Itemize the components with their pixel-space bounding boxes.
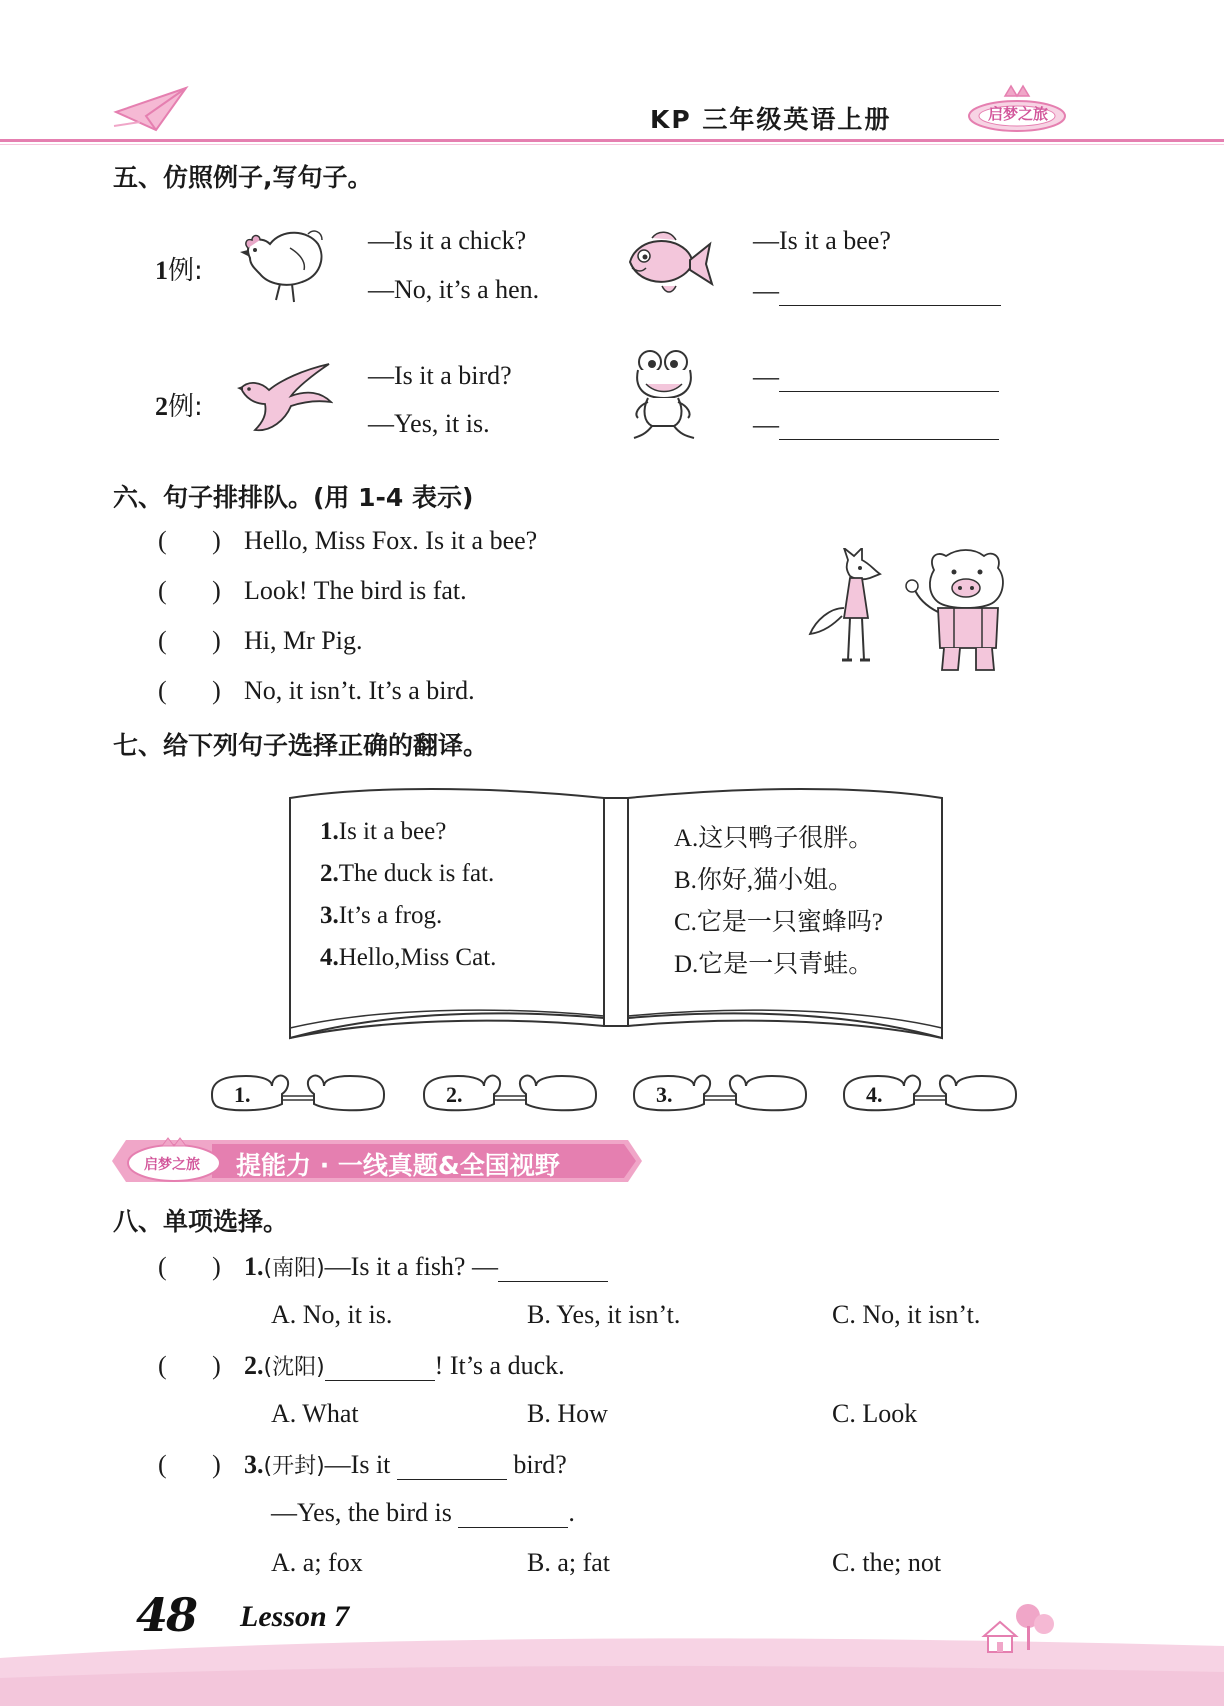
item1-task-answer-blank[interactable] — [779, 275, 1001, 306]
question-3-option-a[interactable]: A. a; fox — [271, 1548, 363, 1577]
question-3-blank-2[interactable] — [458, 1499, 568, 1528]
brand-logo-text: 启梦之旅 — [988, 105, 1049, 123]
section8-title: 八、单项选择。 — [113, 1207, 289, 1236]
mitten-pair-1[interactable] — [206, 1064, 390, 1122]
item2-label — [155, 386, 203, 423]
book-right-item-1: A.这只鸭子很胖。 — [674, 825, 874, 852]
banner-text: 提能力 · 一线真题&全国视野 — [236, 1151, 560, 1180]
book-left-item-3 — [320, 902, 442, 930]
section-banner — [112, 1136, 642, 1186]
pig-icon — [906, 550, 1003, 670]
book-left-text-3: It’s a frog. — [338, 902, 443, 929]
order-row-3 — [158, 626, 362, 656]
order-sentence-2: Look! The bird is fat. — [244, 576, 467, 605]
item2-task-answer-line — [753, 409, 999, 440]
question-2-option-b[interactable]: B. How — [527, 1399, 608, 1428]
mitten-label-1: 1. — [234, 1082, 251, 1107]
mitten-label-2: 2. — [446, 1082, 463, 1107]
item1-number: 1 — [155, 256, 168, 285]
header-rule — [0, 139, 1224, 142]
section5-title: 五、仿照例子,写句子。 — [113, 163, 373, 192]
question-3-stem-before: —Is it — [324, 1450, 391, 1479]
header-title: KP 三年级英语上册 — [650, 105, 892, 134]
question-2-option-a[interactable]: A. What — [271, 1399, 359, 1428]
item2-task-answer-blank[interactable] — [779, 409, 999, 440]
frog-icon — [630, 348, 700, 444]
answer-bracket-2[interactable]: ( ) — [158, 1351, 221, 1380]
question-1-option-c[interactable]: C. No, it isn’t. — [832, 1300, 981, 1329]
question-3-stem-after: bird? — [513, 1450, 567, 1479]
book-left-text-1: Is it a bee? — [338, 818, 447, 845]
question-3 — [158, 1449, 567, 1480]
book-right-item-4: D.它是一只青蛙。 — [674, 951, 874, 978]
book-left-item-4 — [320, 944, 496, 972]
book-left-text-4: Hello,Miss Cat. — [338, 944, 497, 971]
question-1-option-b[interactable]: B. Yes, it isn’t. — [527, 1300, 681, 1329]
item1-example-label: 例: — [168, 256, 203, 286]
question-3-option-c[interactable]: C. the; not — [832, 1548, 942, 1577]
book-right-item-3: C.它是一只蜜蜂吗? — [674, 909, 884, 936]
question-3-blank-1[interactable] — [397, 1451, 507, 1480]
question-2-number: 2. — [244, 1351, 264, 1380]
book-left-num-3: 3. — [320, 902, 339, 929]
mitten-label-3: 3. — [656, 1082, 673, 1107]
item1-task-answer-line — [753, 275, 1001, 306]
question-3-line2-after: . — [568, 1498, 575, 1527]
question-3-source: (开封) — [263, 1454, 325, 1479]
lesson-label: Lesson 7 — [240, 1600, 350, 1633]
question-2-stem: ! It’s a duck. — [434, 1351, 565, 1380]
book-left-item-1 — [320, 818, 446, 846]
section6-title: 六、句子排排队。(用 1-4 表示) — [113, 483, 474, 512]
item1-answer: —No, it’s a hen. — [368, 275, 540, 304]
order-row-2 — [158, 576, 467, 606]
question-1-stem: —Is it a fish? — — [324, 1252, 498, 1281]
fox-icon — [810, 548, 880, 660]
question-3-option-b[interactable]: B. a; fat — [527, 1548, 611, 1577]
item2-task-question-blank[interactable] — [779, 361, 999, 392]
question-1-blank[interactable] — [498, 1253, 608, 1282]
order-sentence-4: No, it isn’t. It’s a bird. — [244, 676, 475, 705]
order-row-1 — [158, 526, 537, 556]
order-sentence-1: Hello, Miss Fox. Is it a bee? — [244, 526, 538, 555]
question-2 — [158, 1350, 565, 1381]
section7-title: 七、给下列句子选择正确的翻译。 — [113, 731, 489, 760]
item2-task-question-line — [753, 361, 999, 392]
question-3-number: 3. — [244, 1450, 264, 1479]
order-bracket-1[interactable]: ( ) — [158, 526, 221, 555]
question-3-line2-before: —Yes, the bird is — [271, 1498, 452, 1527]
item1-label — [155, 250, 203, 287]
question-2-option-c[interactable]: C. Look — [832, 1399, 918, 1428]
question-1-option-a[interactable]: A. No, it is. — [271, 1300, 393, 1329]
order-bracket-3[interactable]: ( ) — [158, 626, 221, 655]
book-left-text-2: The duck is fat. — [338, 860, 495, 887]
hen-icon — [230, 218, 330, 306]
item2-answer: —Yes, it is. — [368, 409, 490, 438]
answer-bracket-1[interactable]: ( ) — [158, 1252, 221, 1281]
question-1-source: (南阳) — [263, 1256, 325, 1281]
page-header — [0, 0, 1224, 145]
book-left-num-1: 1. — [320, 818, 339, 845]
order-bracket-4[interactable]: ( ) — [158, 676, 221, 705]
mitten-pair-2[interactable] — [418, 1064, 602, 1122]
bird-icon — [233, 362, 333, 434]
page-number: 48 — [136, 1588, 197, 1642]
item2-number: 2 — [155, 392, 168, 421]
book-right-item-2: B.你好,猫小姐。 — [674, 867, 854, 894]
header-rule-thin — [0, 144, 1224, 145]
mitten-pair-4[interactable] — [838, 1064, 1022, 1122]
house-tree-icon — [980, 1600, 1060, 1656]
order-bracket-2[interactable]: ( ) — [158, 576, 221, 605]
item2-question: —Is it a bird? — [368, 361, 512, 390]
book-left-num-4: 4. — [320, 944, 339, 971]
fox-and-pig-illustration — [808, 548, 1018, 680]
item1-question: —Is it a chick? — [368, 226, 527, 255]
answer-bracket-3[interactable]: ( ) — [158, 1450, 221, 1479]
book-left-num-2: 2. — [320, 860, 339, 887]
question-1 — [158, 1251, 608, 1282]
item2-task-dash2: — — [753, 410, 779, 439]
item2-example-label: 例: — [168, 392, 203, 422]
fish-icon — [622, 226, 714, 296]
book-left-item-2 — [320, 860, 494, 888]
question-3-line-2 — [271, 1498, 575, 1528]
question-1-number: 1. — [244, 1252, 264, 1281]
question-2-blank[interactable] — [325, 1352, 435, 1381]
mitten-pair-3[interactable] — [628, 1064, 812, 1122]
mitten-label-4: 4. — [866, 1082, 883, 1107]
banner-badge-text: 启梦之旅 — [144, 1157, 200, 1173]
paper-plane-icon — [112, 78, 192, 136]
order-row-4 — [158, 676, 475, 706]
item2-task-dash1: — — [753, 362, 779, 391]
item1-task-dash: — — [753, 276, 779, 305]
order-sentence-3: Hi, Mr Pig. — [244, 626, 363, 655]
item1-task-question: —Is it a bee? — [753, 226, 891, 255]
question-2-source: (沈阳) — [263, 1355, 325, 1380]
